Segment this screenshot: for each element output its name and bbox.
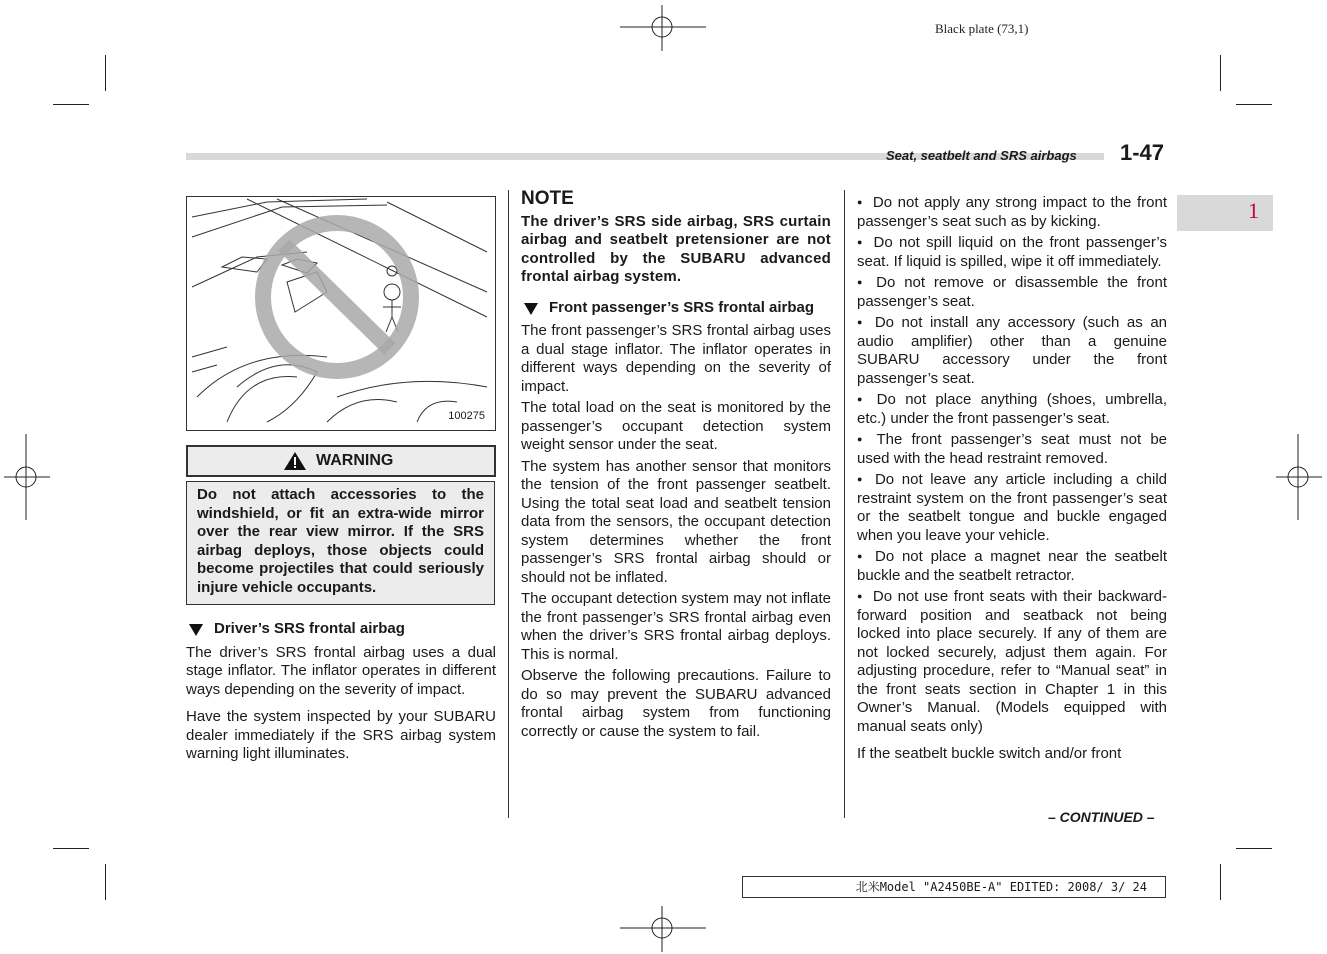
precaution-item: ● Do not leave any article including a child restraint system on the front passenger’s seat or the seatbelt tongue and buckle engaged when you leave your vehicle. bbox=[857, 470, 1167, 545]
paragraph: The occupant detection system may not inflate the front passenger’s SRS frontal airbag even when the driver’s SRS frontal airbag deploys. This is normal. bbox=[521, 590, 831, 663]
column-2-text bbox=[521, 190, 831, 744]
precaution-item: ● Do not place anything (shoes, umbrella, etc.) under the front passenger’s seat. bbox=[857, 390, 1167, 428]
paragraph: If the seatbelt buckle switch and/or front bbox=[857, 745, 1122, 762]
paragraph: Observe the following precautions. Failure to do so may prevent the SUBARU advanced frontal airbag system from functioning correctly or cause the system to fail. bbox=[521, 667, 831, 740]
column-1-text bbox=[186, 620, 496, 767]
column-divider bbox=[508, 190, 509, 818]
warning-header bbox=[186, 445, 496, 477]
plate-label: Black plate (73,1) bbox=[935, 21, 1029, 36]
chapter-number: 1 bbox=[1248, 198, 1259, 223]
warning-icon bbox=[283, 451, 307, 471]
warning-body: Do not attach accessories to the windshield, or fit an extra-wide mirror over the rear view mirror. If the SRS airbag deploys, those objects could become projectiles that could seriously injure vehicle occupants. bbox=[186, 481, 495, 605]
continued-label: – CONTINUED – bbox=[1048, 809, 1155, 825]
precaution-item: ● Do not remove or disassemble the front passenger’s seat. bbox=[857, 273, 1167, 311]
precaution-item: ● The front passenger’s seat must not be used with the head restraint removed. bbox=[857, 430, 1167, 468]
windshield-mirror-illustration bbox=[186, 196, 496, 431]
note-title: NOTE bbox=[521, 188, 574, 209]
paragraph: Have the system inspected by your SUBARU dealer immediately if the SRS airbag system warning light illuminates. bbox=[186, 708, 496, 762]
paragraph: The front passenger’s SRS frontal airbag uses a dual stage inflator. The inflator operates in different ways depending on the severity of impact. bbox=[521, 322, 831, 395]
subheading-text: Driver’s SRS frontal airbag bbox=[214, 620, 405, 637]
chapter-tab bbox=[1177, 195, 1273, 231]
precaution-item: ● Do not use front seats with their backward-forward position and seatback not being locked into place securely. If any of them are not locked securely, adjust them again. For adjusting procedure, refer to “Manual seat” in the front seats section in Chapter 1 in this Owner’s Manual. (Models equipped with manual seats only) bbox=[857, 587, 1167, 736]
figure-label: 100275 bbox=[448, 410, 485, 422]
precaution-item: ● Do not apply any strong impact to the front passenger’s seat such as by kicking. bbox=[857, 193, 1167, 231]
subheading-driver-airbag bbox=[186, 620, 496, 639]
paragraph: The driver’s SRS frontal airbag uses a dual stage inflator. The inflator operates in different ways depending on the severity of impact. bbox=[186, 643, 496, 698]
precaution-item: ● Do not install any accessory (such as an audio amplifier) other than a genuine SUBARU accessory under the front passenger’s seat. bbox=[857, 313, 1167, 388]
subheading-passenger-airbag bbox=[521, 299, 831, 318]
column-3-text bbox=[857, 193, 1167, 766]
section-triangle-icon bbox=[188, 623, 204, 637]
note-body: The driver’s SRS side airbag, SRS curtain airbag and seatbelt pretensioner are not controlled by the SUBARU advanced frontal airbag system. bbox=[521, 212, 831, 285]
footer-text: 北米Model "A2450BE-A" EDITED: 2008/ 3/ 24 bbox=[855, 880, 1147, 894]
edit-footer bbox=[742, 876, 1166, 898]
section-triangle-icon bbox=[523, 302, 539, 316]
column-divider bbox=[844, 190, 845, 818]
precaution-item: ● Do not place a magnet near the seatbelt buckle and the seatbelt retractor. bbox=[857, 547, 1167, 585]
subheading-text: Front passenger’s SRS frontal airbag bbox=[549, 298, 815, 316]
section-title: Seat, seatbelt and SRS airbags bbox=[886, 148, 1077, 163]
warning-title: WARNING bbox=[316, 452, 394, 469]
page-number: 1-47 bbox=[1120, 140, 1165, 165]
precaution-item: ● Do not spill liquid on the front passenger’s seat. If liquid is spilled, wipe it off immediately. bbox=[857, 233, 1167, 271]
paragraph: The total load on the seat is monitored by the passenger’s occupant detection system weight sensor under the seat. bbox=[521, 399, 831, 453]
paragraph: The system has another sensor that monitors the tension of the front passenger seatbelt. Using the total seat load and seatbelt tension data from the sensors, the occupant detection system determines whether the front passenger’s SRS frontal airbag should or should not be inflated. bbox=[521, 457, 831, 586]
